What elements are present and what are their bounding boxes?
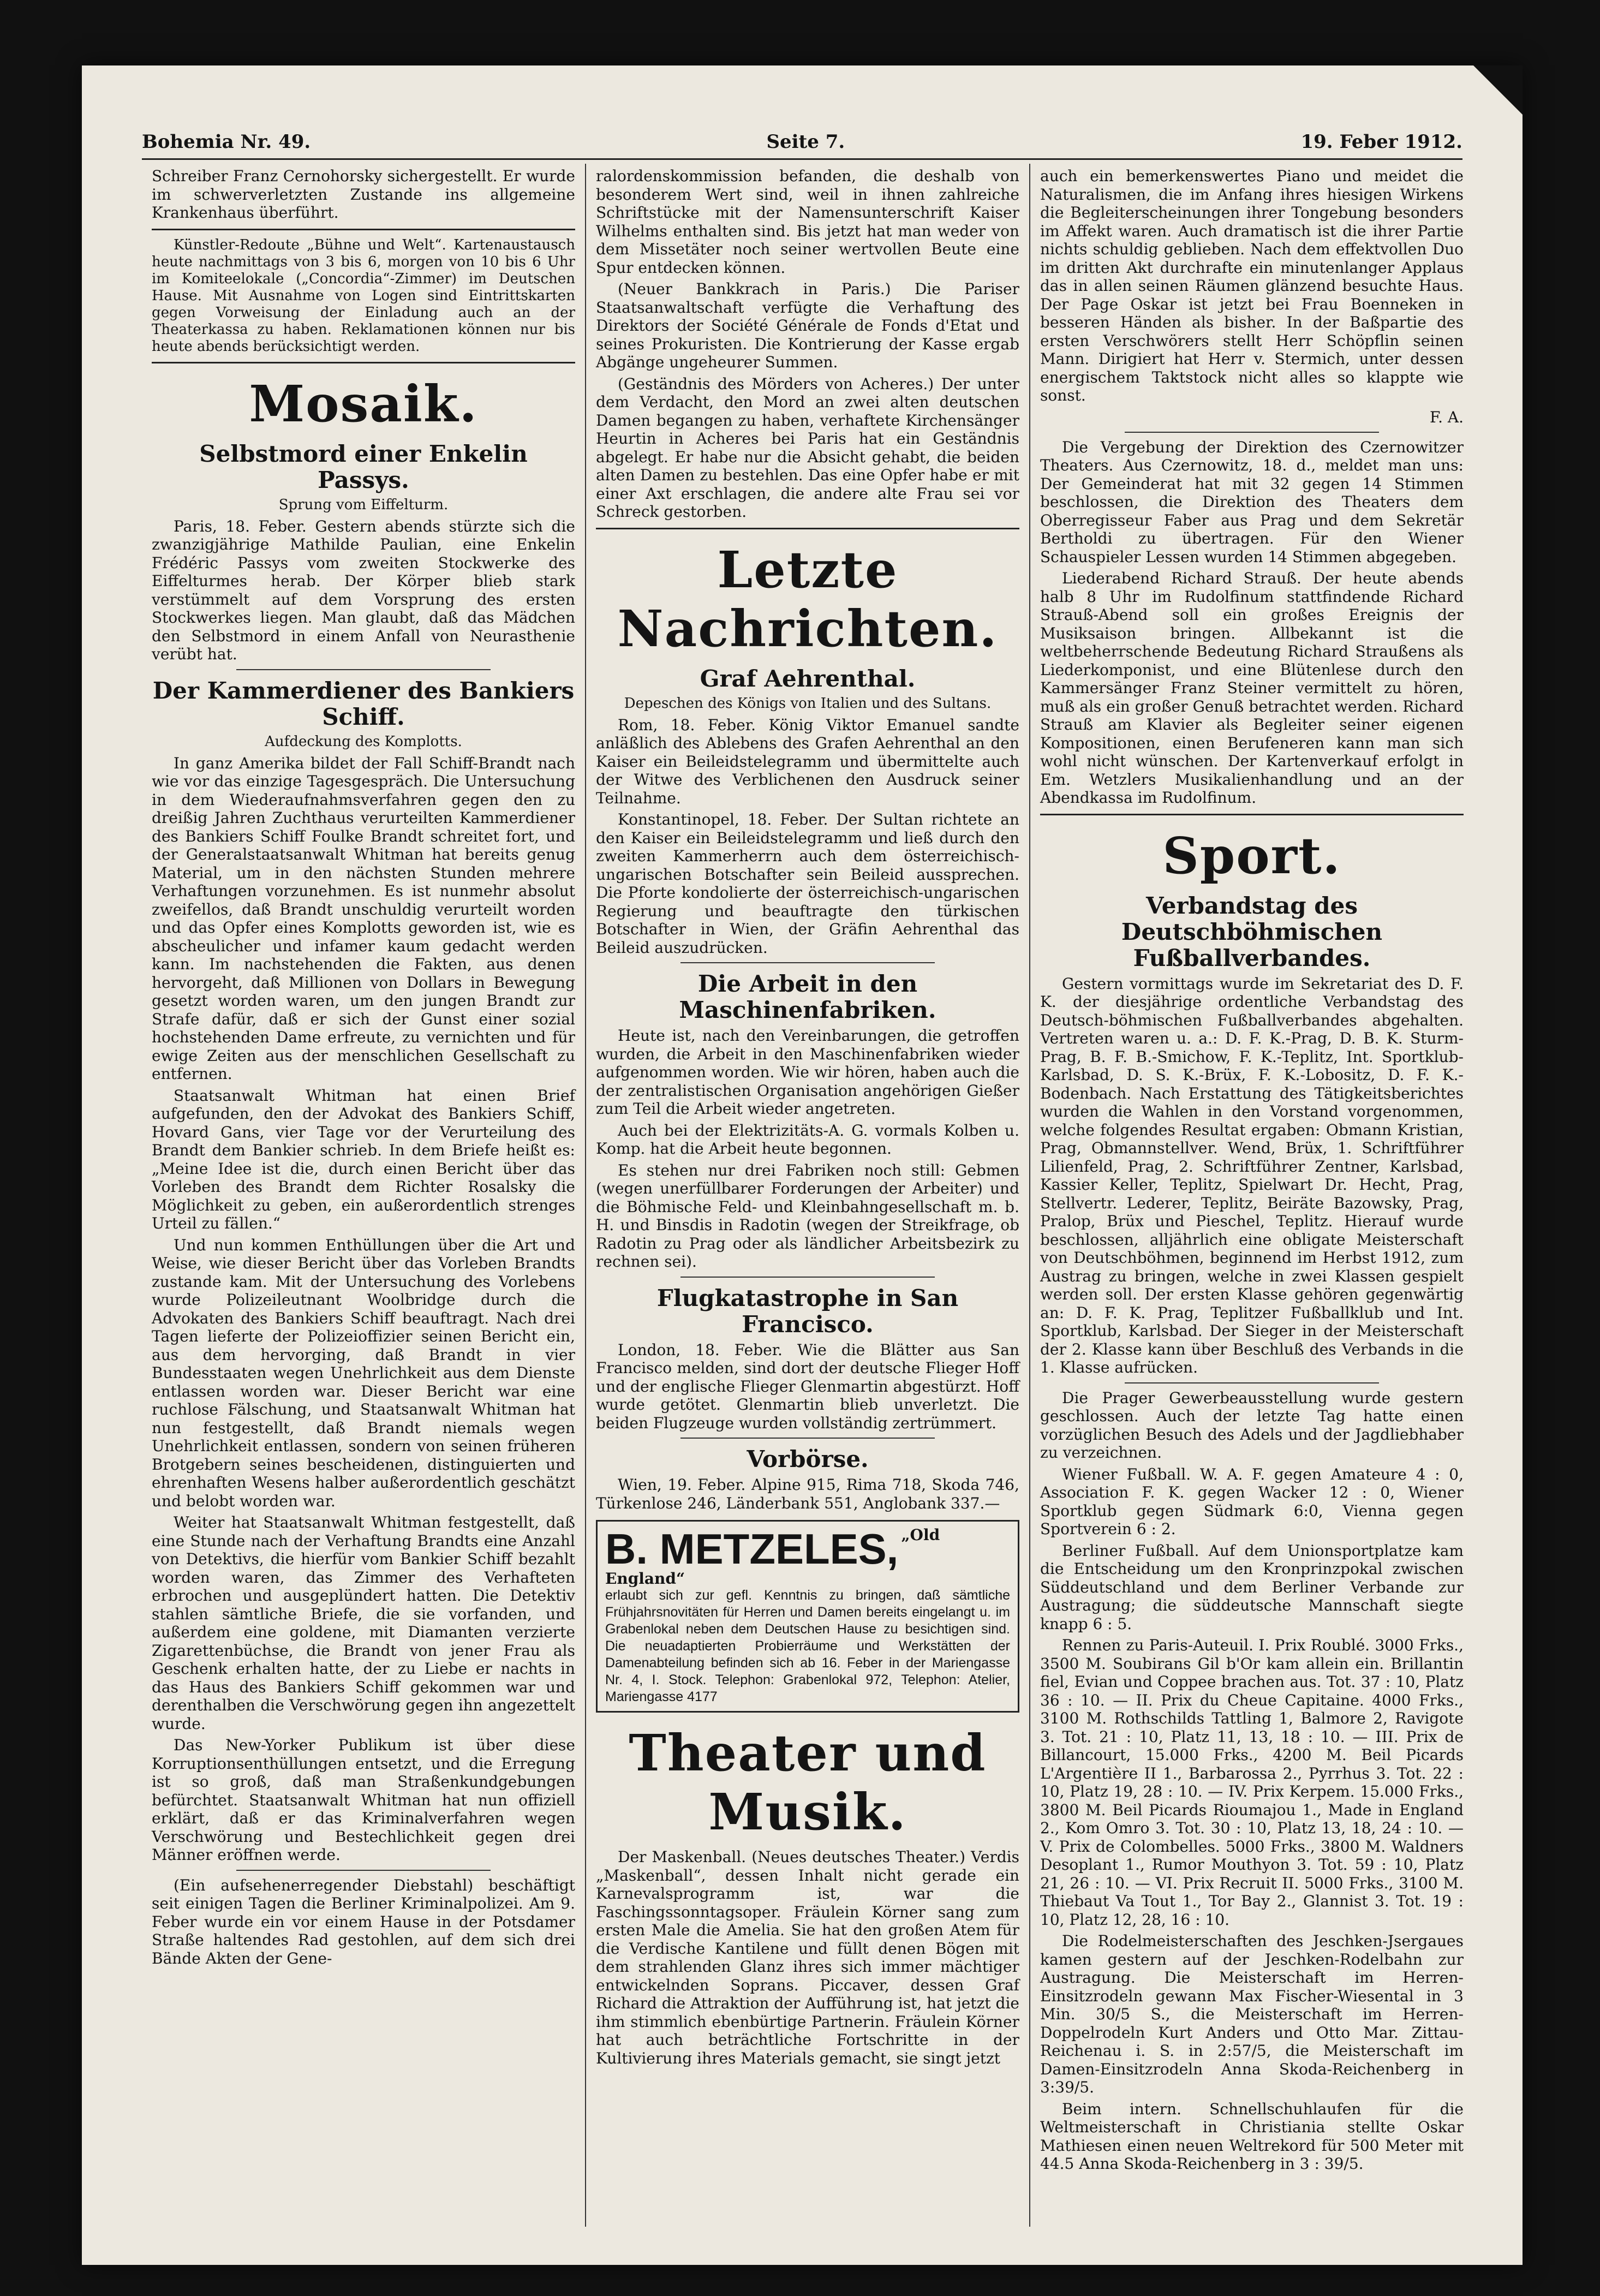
divider (680, 962, 935, 963)
article-text: (Neuer Bankkrach in Paris.) Die Pariser Staatsanwaltschaft verfügte die Verhaftung des Direktors der Société Générale de Fonds d'Etat und seines Prokuristen. Die Kontrierung der Kasse ergab Abgänge ungeheurer Summen. (596, 280, 1019, 371)
notice-text: Künstler-Redoute „Bühne und Welt“. Kartenaustausch heute nachmittags von 3 bis 6, morgen von 10 bis 6 Uhr im Komiteelokale („Concordia“-Zimmer) im Deutschen Hause. Mit Ausnahme von Logen sind Eintrittskarten gegen Vorweisung der Einladung auch an der Theaterkassa zu haben. Reklamationen können nur bis heute abends berücksichtigt werden. (152, 236, 575, 355)
divider (236, 1870, 491, 1871)
section-title-letzte-nachrichten: Letzte Nachrichten. (617, 540, 998, 658)
article-headline: Vorbörse. (747, 1446, 869, 1472)
article-text: Weiter hat Staatsanwalt Whitman festgestellt, daß eine Stunde nach der Verhaftung Brandts eine Anzahl von Detektivs, die hierfür vom Bankier Schiff bezahlt worden waren, das Zimmer des Verhafteten erbrochen und ausgeplündert hatten. Die Detektiv stahlen sämtliche Briefe, die sie vorfanden, und außerdem eine goldene, mit Diamanten verzierte Zigarettenbüchse, die Brandt von jener Frau als Geschenk erhalten hatte, der zu Liebe er nachts in das Haus des Bankiers Schiff gekommen war und derenthalben die Verschwörung gegen ihn angezettelt wurde. (152, 1513, 575, 1733)
author-signature: F. A. (1430, 408, 1464, 426)
article-headline: Flugkatastrophe in San Francisco. (656, 1284, 959, 1338)
article-text: Rom, 18. Feber. König Viktor Emanuel sandte anläßlich des Ablebens des Grafen Aehrenthal an den Kaiser ein Beileidstelegramm und übermittelte auch der Witwe des Verblichenen den Ausdruck seiner Teilnahme. (596, 715, 1019, 807)
article-headline: Selbstmord einer Enkelin Passys. (199, 440, 528, 493)
divider (680, 1438, 935, 1439)
section-title-mosaik: Mosaik. (249, 374, 478, 433)
article-text: Es stehen nur drei Fabriken noch still: Gebmen (wegen unerfüllbarer Forderungen der Arbeiter) und die Böhmische Feld- und Kleinbahngesellschaft m. b. H. und Binsdis in Radotin (wegen der Streikfrage, ob Radotin zu Prag oder als ländlicher Arbeitsbezirk zu rechnen sei). (596, 1161, 1019, 1271)
article-text: Schreiber Franz Cernohorsky sichergestellt. Er wurde im schwerverletzten Zustande ins allgemeine Krankenhaus überführt. (152, 167, 575, 222)
columns (142, 164, 1473, 2227)
article-text: Staatsanwalt Whitman hat einen Brief aufgefunden, den der Advokat des Bankiers Schiff, Hovard Gans, vier Tage vor der Verurteilung des Brandt dem Bankier schrieb. In dem Briefe heißt es: „Meine Idee ist die, durch einen Bericht über das Vorleben des Brandt dem Richter Rosalsky die Möglichkeit zu geben, ein außerordentlich strenges Urteil zu fällen.“ (152, 1086, 575, 1232)
article-text: Gestern vormittags wurde im Sekretariat des D. F. K. der diesjährige ordentliche Verbandstag des Deutsch-böhmischen Fußballverbandes abgehalten. Vertreten waren u. a.: D. F. K.-Prag, D. B. K. Sturm-Prag, B. F. B.-Smichow, F. K.-Teplitz, Int. Sportklub-Karlsbad, D. S. K.-Brüx, F. K.-Lobositz, D. F. K.-Bodenbach. Nach Erstattung des Tätigkeitsberichtes wurden die Wahlen in den Vorstand vorgenommen, welche folgendes Resultat ergaben: Obmann Kristian, Prag, Obmannstellver. Wend, Brüx, 1. Schriftführer Lilienfeld, Prag, 2. Schriftführer Zentner, Karlsbad, Kassier Keller, Teplitz, Spielwart Dr. Hecht, Prag, Stellvertr. Lederer, Teplitz, Beiräte Bazowsky, Prag, Pralop, Brüx und Pieschel, Teplitz. Hierauf wurde beschlossen, alljährlich eine obligate Meisterschaft von Deutschböhmen, beginnend im Herbst 1912, zum Austrag zu bringen, welche in zwei Klassen gespielt werden soll. Der ersten Klasse gehören gegenwärtig an: D. F. K. Prag, Teplitzer Fußballklub und Int. Sportklub, Karlsbad. Der Sieger in der Meisterschaft der 2. Klasse kann über Beschluß des Verbands in die 1. Klasse aufrücken. (1040, 974, 1464, 1376)
advertisement-metzeles (596, 1520, 1019, 1713)
article-text: Liederabend Richard Strauß. Der heute abends halb 8 Uhr im Rudolfinum stattfindende Richard Strauß-Abend soll ein großes Ereignis der Musiksaison bringen. Allbekannt ist die weltbeherrschende Bedeutung Richard Straußens als Liederkomponist, und eine Blütenlese durch den Kammersänger Franz Steiner vermittelt zu hören, muß als ein großer Genuß betrachtet werden. Richard Strauß am Klavier als Begleiter seiner eigenen Kompositionen, einen Berufeneren kann man sich wohl nicht wünschen. Der Kartenverkauf erfolgt in Em. Wetzlers Musikalienhandlung und an der Abendkassa im Rudolfinum. (1040, 569, 1464, 807)
article-text: Wien, 19. Feber. Alpine 915, Rima 718, Skoda 746, Türkenlose 246, Länderbank 551, Anglobank 337.— (596, 1476, 1019, 1512)
folded-corner (1473, 65, 1523, 115)
ad-subtitle: „Old England“ (605, 1526, 940, 1588)
column-3 (1030, 164, 1473, 2227)
page-header (142, 120, 1462, 153)
article-text: (Geständnis des Mörders von Acheres.) Der unter dem Verdacht, den Mord an zwei alten deutschen Damen begangen zu haben, verhaftete Kirchensänger Heurtin in Acheres bei Paris hat ein Geständnis abgelegt. Er habe nur die Absicht gehabt, die beiden alten Damen zu bestehlen. Das eine Opfer habe er mit einer Axt erschlagen, die andere alte Frau sei vor Schreck gestorben. (596, 374, 1019, 521)
article-headline: Der Kammerdiener des Bankiers Schiff. (152, 677, 575, 730)
column-1 (142, 164, 586, 2227)
article-text: In ganz Amerika bildet der Fall Schiff-Brandt nach wie vor das einzige Tagesgespräch. Die Untersuchung in dem Wiederaufnahmsverfahren gegen den zu dreißig Jahren Zuchthaus verurteilten Kammerdiener des Bankiers Schiff Foulke Brandt schreitet fort, und der Generalstaatsanwalt Whitman hat bereits genug Material, um in den nächsten Stunden mehrere Verhaftungen vorzunehmen. Es ist nunmehr absolut zweifellos, daß Brandt unschuldig verurteilt worden und das Opfer eines Komplotts geworden ist, wie es abscheulicher und infamer kaum gedacht werden kann. Im nachstehenden die Fakten, aus denen hervorgeht, daß Millionen von Dollars in Bewegung gesetzt worden waren, um den jungen Brandt zur Strafe dafür, daß er sich der Gunst einer sozial hochstehenden Dame erfreute, zu vernichten und für ewige Zeiten aus der menschlichen Gesellschaft zu entfernen. (152, 754, 575, 1083)
article-text: (Ein aufsehenerregender Diebstahl) beschäftigt seit einigen Tagen die Berliner Kriminalpolizei. Am 9. Feber wurde ein vor einem Hause in der Potsdamer Straße haltendes Rad gestohlen, auf dem sich drei Bände Akten der Gene- (152, 1876, 575, 1967)
article-text: Paris, 18. Feber. Gestern abends stürzte sich die zwanzigjährige Mathilde Paulian, eine Enkelin Frédéric Passys vom zweiten Stockwerke des Eiffelturmes herab. Der Körper blieb stark verstümmelt auf dem Vorsprung des ersten Stockwerkes liegen. Man glaubt, daß das Mädchen den Selbstmord in einem Anfall von Neurasthenie verübt hat. (152, 517, 575, 663)
article-headline: Graf Aehrenthal. (700, 665, 916, 692)
divider (1125, 1382, 1379, 1383)
divider (1125, 432, 1379, 433)
divider (1040, 814, 1464, 815)
article-text: Die Prager Gewerbeausstellung wurde gestern geschlossen. Auch der letzte Tag hatte einen vorzüglichen Besuch des Adels und der Jagdliebhaber zu verzeichnen. (1040, 1388, 1464, 1462)
article-text: Auch bei der Elektrizitäts-A. G. vormals Kolben u. Komp. hat die Arbeit heute begonnen. (596, 1121, 1019, 1158)
divider (680, 1277, 935, 1278)
article-subheadline: Depeschen des Königs von Italien und des Sultans. (624, 695, 992, 712)
article-headline: Verbandstag des Deutschböhmischen Fußballverbandes. (1121, 892, 1383, 971)
article-text: Das New-Yorker Publikum ist über diese Korruptionsenthüllungen entsetzt, und die Erregung ist so groß, daß man Straßenkundgebungen befürchtet. Staatsanwalt Whitman hat nun offiziell erklärt, daß er das Kriminalverfahren wegen Verschwörung und Bestechlichkeit gegen drei Männer eröffnen werde. (152, 1736, 575, 1864)
divider (236, 669, 491, 670)
article-text: ralordenskommission befanden, die deshalb von besonderem Wert sind, weil in ihnen zahlreiche Schriftstücke mit der Namensunterschrift Kaiser Wilhelms enthalten sind. Bis jetzt hat man weder von dem Missetäter noch seiner wertvollen Beute eine Spur entdecken können. (596, 167, 1019, 277)
article-text: auch ein bemerkenswertes Piano und meidet die Naturalismen, die im Anfang ihres hiesigen Wirkens die Begleiterscheinungen ihrer Tongebung besonders im Affekt waren. Auch dramatisch ist die ihrer Partie nichts schuldig geblieben. Nach dem effektvollen Duo im dritten Akt durchrafte ein minutenlanger Applaus das in allen seinen Räumen glänzend besuchte Haus. Der Page Oskar ist jetzt bei Frau Boenneken in besseren Händen als bisher. In der Baßpartie des ersten Verschwörers stellt Herr Schöpflin seinen Mann. Dirigiert hat Herr v. Stermich, unter dessen energischem Taktstock nicht alles so klappte wie sonst. (1040, 167, 1464, 404)
article-subheadline: Sprung vom Eiffelturm. (278, 496, 449, 513)
article-text: Konstantinopel, 18. Feber. Der Sultan richtete an den Kaiser ein Beileidstelegramm und ließ durch den zweiten Kammerherrn auch dem österreichisch-ungarischen Botschafter sein Beileid aussprechen. Die Pforte kondolierte der österreichisch-ungarischen Regierung und beauftragte den türkischen Botschafter in Wien, der Gräfin Aehrenthal das Beileid auszudrücken. (596, 810, 1019, 957)
article-text: Wiener Fußball. W. A. F. gegen Amateure 4 : 0, Association F. K. gegen Wacker 12 : 0, Wiener Sportklub gegen Südmark 6:0, Vienna gegen Sportverein 6 : 2. (1040, 1465, 1464, 1538)
article-text: Beim intern. Schnellschuhlaufen für die Weltmeisterschaft in Christiania stellte Oskar Mathiesen einen neuen Weltrekord für 500 Meter mit 44.5 Anna Skoda-Reichenberg in 3 : 39/5. (1040, 2100, 1464, 2173)
divider (596, 528, 1019, 529)
newspaper-page (82, 65, 1523, 2265)
ad-text: erlaubt sich zur gefl. Kenntnis zu bringen, daß sämtliche Frühjahrsnovitäten für Herren und Damen bereits eingelangt u. im Grabenlokal neben dem Deutschen Hause zu besichtigen sind. Die neuadaptierten Probierräume und Werkstätten der Damenabteilung befinden sich ab 16. Feber in der Mariengasse Nr. 4, I. Stock. Telephon: Grabenlokal 972, Telephon: Atelier, Mariengasse 4177 (605, 1588, 1010, 1704)
article-subheadline: Aufdeckung des Komplotts. (265, 733, 462, 750)
ad-title: B. METZELES, (605, 1525, 899, 1573)
section-title-sport: Sport. (1162, 826, 1341, 885)
header-page-number: Seite 7. (766, 131, 845, 153)
article-text: London, 18. Feber. Wie die Blätter aus San Francisco melden, sind dort der deutsche Flieger Hoff und der englische Flieger Glenmartin abgestürzt. Hoff wurde getötet. Glenmartin blieb unverletzt. Die beiden Flugzeuge wurden vollständig zertrümmert. (596, 1340, 1019, 1432)
header-issue: Bohemia Nr. 49. (142, 131, 311, 153)
article-text: Der Maskenball. (Neues deutsches Theater.) Verdis „Maskenball“, dessen Inhalt nicht gerade ein Karnevalsprogramm ist, war die Faschingssonntagsoper. Fräulein Körner sang zum ersten Male die Amelia. Sie hat den großen Atem für die Verdische Kantilene und füllt denen Bögen mit dem strahlenden Glanz ihres sich immer mächtiger entwickelnden Soprans. Piccaver, dessen Graf Richard die Attraktion der Aufführung ist, hat jetzt die ihm stimmlich ebenbürtige Partnerin. Fräulein Körner hat auch beträchtliche Fortschritte in der Kultivierung ihres Materials gemacht, sie singt jetzt (596, 1848, 1019, 2067)
column-2 (586, 164, 1030, 2227)
article-text: Heute ist, nach den Vereinbarungen, die getroffen wurden, die Arbeit in den Maschinenfabriken wieder aufgenommen worden. Wie wir hören, haben auch die der zentralistischen Organisation angehörigen Gießer zum Teil die Arbeit wieder angetreten. (596, 1027, 1019, 1118)
header-date: 19. Feber 1912. (1300, 131, 1462, 153)
divider (152, 229, 575, 230)
article-headline: Die Arbeit in den Maschinenfabriken. (679, 970, 936, 1023)
article-text: Die Rodelmeisterschaften des Jeschken-Jsergaues kamen gestern auf der Jeschken-Rodelbahn zur Austragung. Die Meisterschaft im Herren-Einsitzrodeln gewann Max Fischer-Wiesental in 3 Min. 30/5 S., die Meisterschaft im Herren-Doppelrodeln Kurt Anders und Otto Mar. Zittau-Reichenau i. S. in 2:57/5, die Meisterschaft im Damen-Einsitzrodeln Anna Skoda-Reichenberg in 3:39/5. (1040, 1932, 1464, 2096)
article-text: Die Vergebung der Direktion des Czernowitzer Theaters. Aus Czernowitz, 18. d., meldet man uns: Der Gemeinderat hat mit 32 gegen 14 Stimmen beschlossen, die Direktion des Theaters dem Oberregisseur Faber aus Prag und dem Sekretär Bertholdi zu übertragen. Für den Wiener Schauspieler Lessen wurden 14 Stimmen abgegeben. (1040, 438, 1464, 566)
article-text: Und nun kommen Enthüllungen über die Art und Weise, wie dieser Bericht über das Vorleben Brandts zustande kam. Mit der Untersuchung des Vorlebens wurde Polizeileutnant Woolbridge durch die Advokaten des Bankiers Schiff beauftragt. Nach drei Tagen lieferte der Polizeioffizier seinen Bericht ein, aus dem hervorging, daß Brandt in vier Bundesstaaten wegen Unehrlichkeit aus dem Dienste entlassen worden war. Dieser Bericht war eine ruchlose Fälschung, und Staatsanwalt Whitman hat nun festgestellt, daß Brandt niemals wegen Unehrlichkeit entlassen, sondern von seinen früheren Brotgebern seines bescheidenen, distinguierten und ehrenhaften Wesens halber außerordentlich geschätzt und belobt worden war. (152, 1236, 575, 1510)
section-title-theater: Theater und Musik. (629, 1724, 987, 1841)
divider (152, 362, 575, 363)
article-text: Rennen zu Paris-Auteuil. I. Prix Roublé. 3000 Frks., 3500 M. Soubirans Gil b'Or kam allein ein. Brillantin fiel, Evian und Coppee brachen aus. Tot. 37 : 10, Platz 36 : 10. — II. Prix du Cheue Capitaine. 4000 Frks., 3100 M. Rothschilds Tattling 1, Balmore 2, Ravigote 3. Tot. 21 : 10, Platz 11, 13, 18 : 10. — III. Prix de Billancourt, 15.000 Frks., 4200 M. Beil Picards L'Argentière II 1., Barbarossa 2., Pyrrhus 3. Tot. 22 : 10, Platz 19, 28 : 10. — IV. Prix Kerpem. 15.000 Frks., 3800 M. Beil Picards Rioumajou 1., Made in England 2., Kom Omro 3. Tot. 30 : 10, Platz 13, 18, 24 : 10. — V. Prix de Colombelles. 5000 Frks., 3800 M. Waldners Desoplant 1., Rumor Mouthyon 3. Tot. 59 : 10, Platz 21, 26 : 10. — VI. Prix Recruit II. 5000 Frks., 3100 M. Thiebaut Va Tout 1., Tor Bay 2., Glannist 3. Tot. 19 : 10, Platz 12, 28, 16 : 10. (1040, 1636, 1464, 1929)
header-rule (142, 158, 1462, 160)
article-text: Berliner Fußball. Auf dem Unionsportplatze kam die Entscheidung um den Kronprinzpokal zwischen Süddeutschland und dem Berliner Verbande zur Austragung; die süddeutsche Mannschaft siegte knapp 6 : 5. (1040, 1541, 1464, 1633)
